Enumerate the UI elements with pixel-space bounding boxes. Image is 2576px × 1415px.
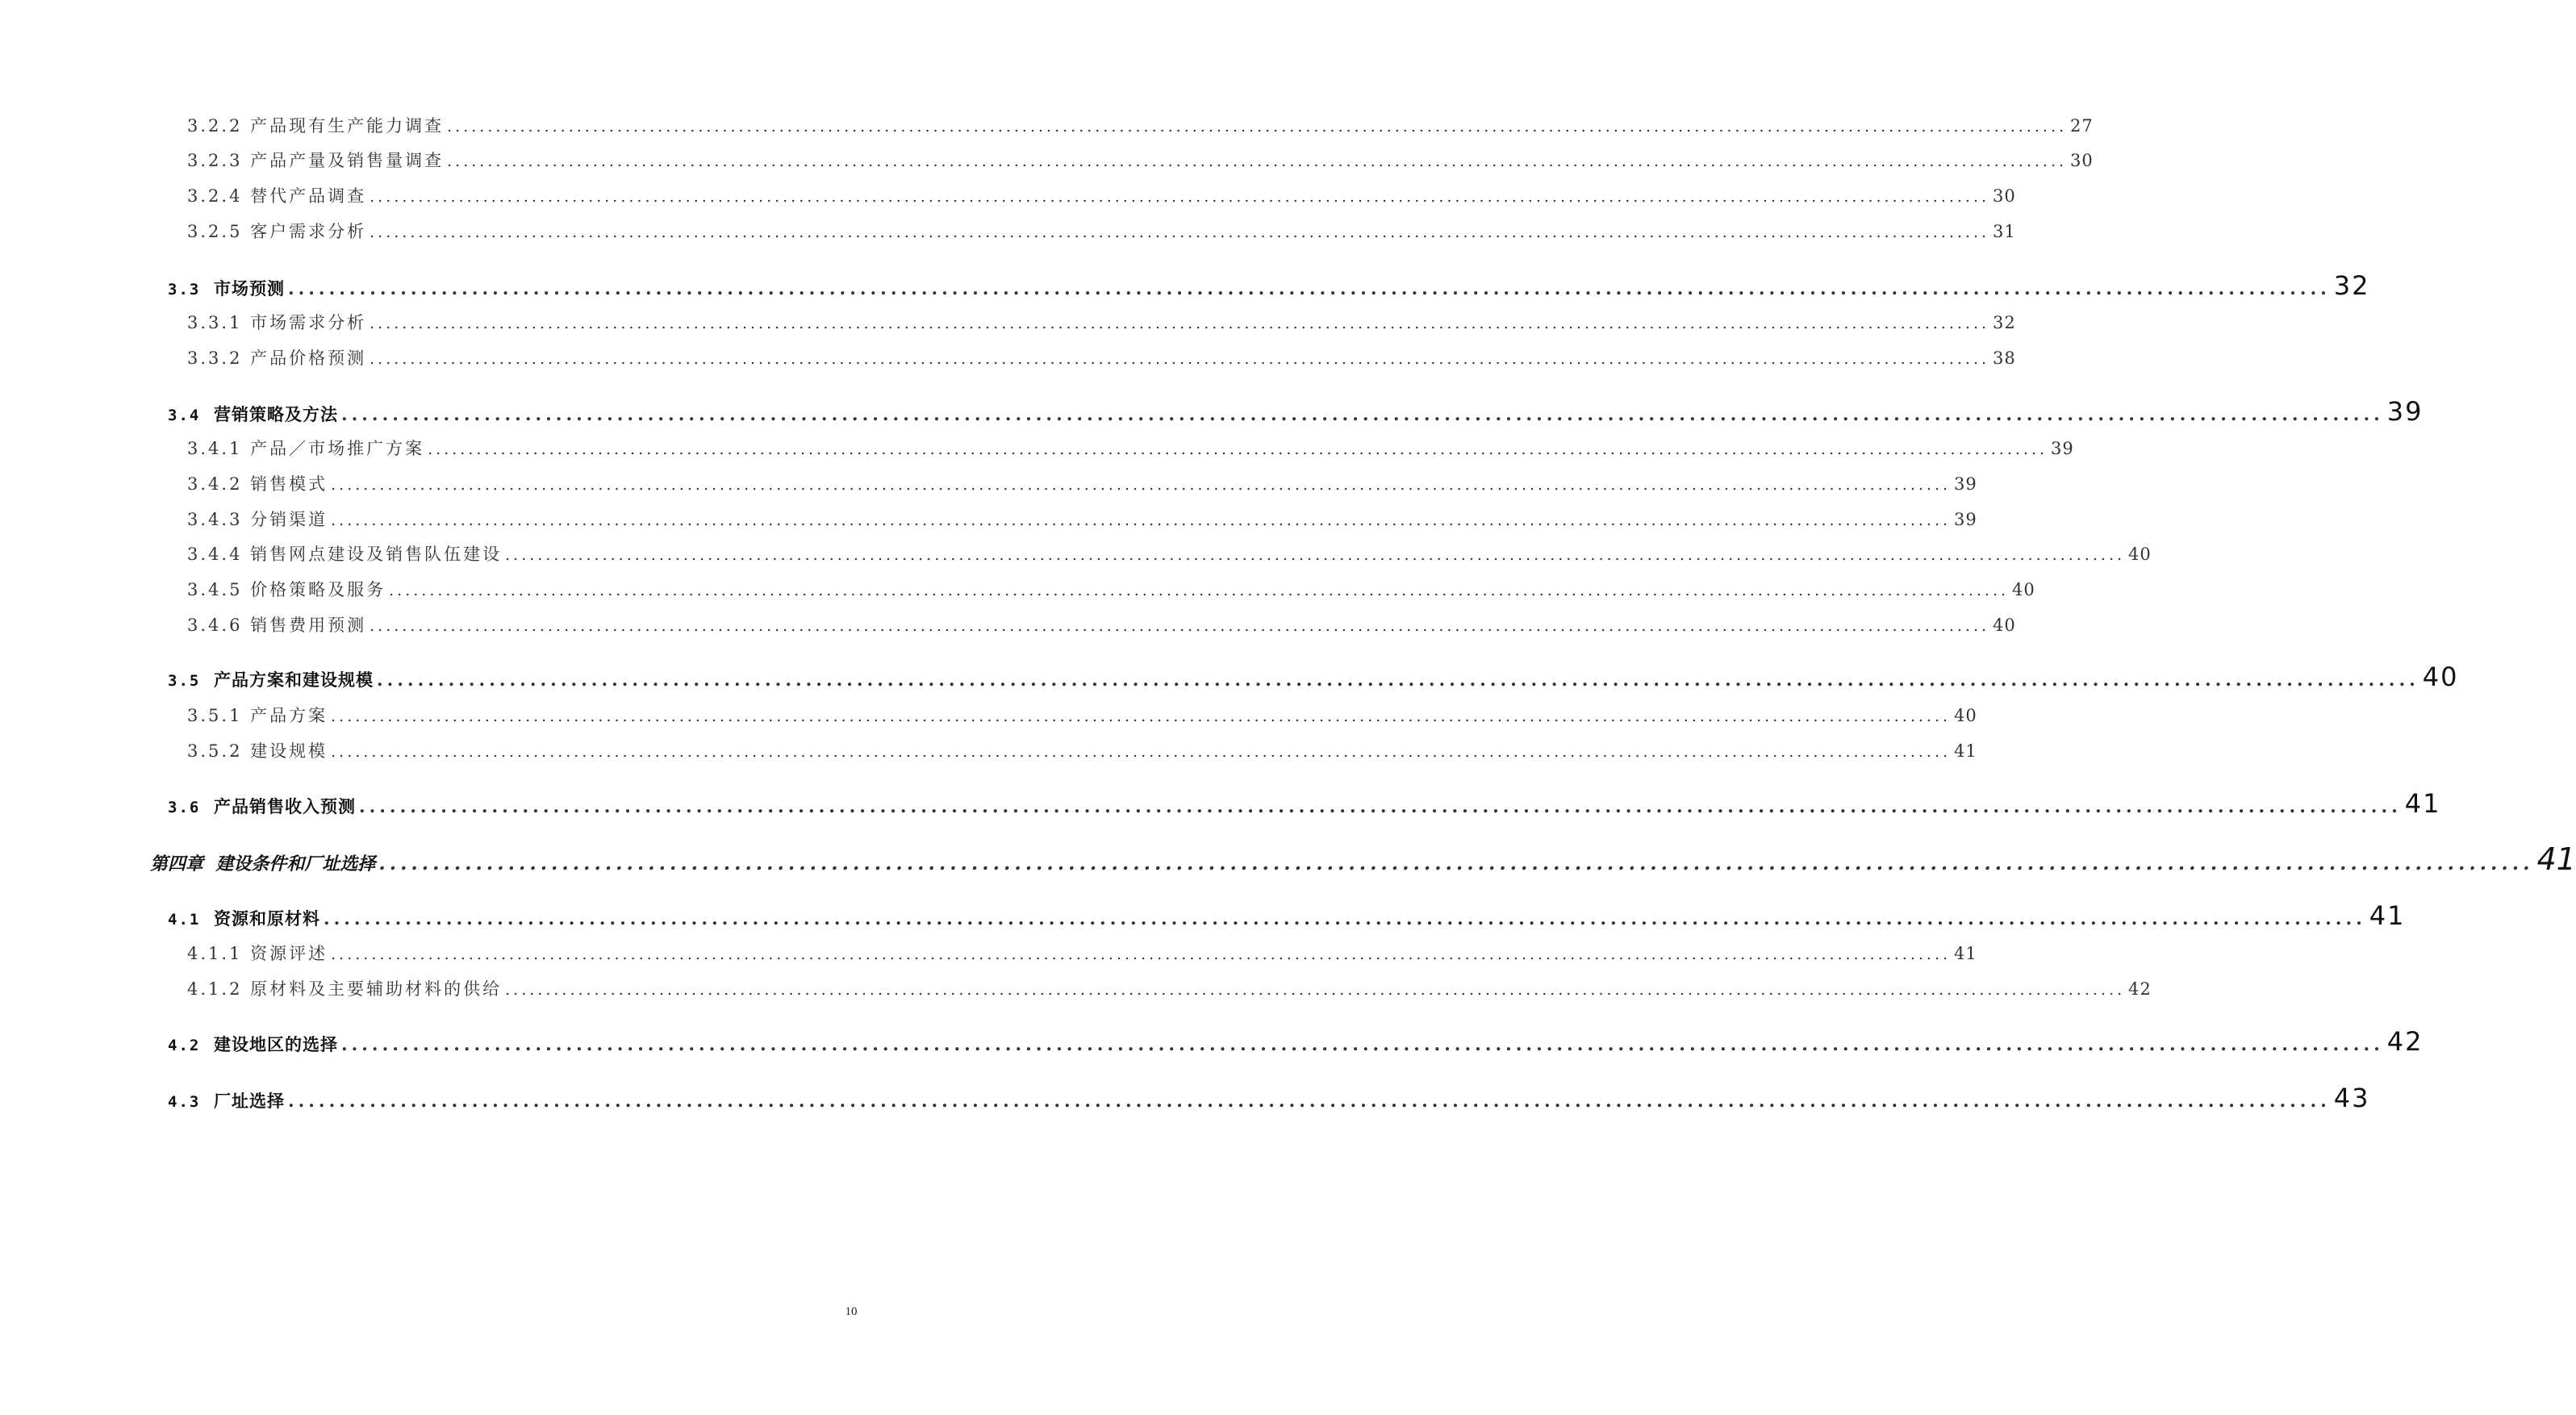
toc-entry-number: 第四章 xyxy=(150,854,204,874)
dot-leader: ........................................................................................................................................................................................................ xyxy=(447,118,2068,136)
toc-entry-level-2[interactable] xyxy=(168,662,2459,694)
toc-entry-spacer xyxy=(200,670,214,690)
toc-entry-number: 3.2.2 xyxy=(187,116,243,136)
toc-entry-spacer xyxy=(242,616,250,635)
toc-entry-number: 3.4.2 xyxy=(187,474,243,494)
toc-entry-page: 32 xyxy=(1993,313,2016,332)
toc-entry-title: 价格策略及服务 xyxy=(250,580,386,599)
toc-entry-number: 3.6 xyxy=(168,799,201,816)
toc-entry-page: 39 xyxy=(1954,510,1977,529)
dot-leader: ........................................................................................................................................................................................................ xyxy=(331,945,1952,963)
toc-entry-page: 39 xyxy=(1954,474,1977,494)
toc-entry-number: 3.2.5 xyxy=(187,222,243,241)
toc-entry-spacer xyxy=(200,1034,214,1054)
toc-entry-number: 4.1.1 xyxy=(187,944,243,963)
toc-entry-spacer xyxy=(200,1091,214,1111)
toc-entry-number: 3.4.1 xyxy=(187,439,243,458)
toc-entry-title: 产品现有生产能力调查 xyxy=(250,116,445,136)
toc-entry-level-2[interactable] xyxy=(168,1026,2424,1058)
toc-entry-level-2[interactable] xyxy=(168,900,2406,933)
dot-leader: ........................................................................................................................................................................................................ xyxy=(331,743,1952,761)
toc-entry-spacer xyxy=(242,313,250,332)
dot-leader: ........................................................................................................................................................................................................ xyxy=(340,1034,2384,1055)
dot-leader: ........................................................................................................................................................................................................ xyxy=(447,152,2068,170)
toc-entry-level-2[interactable] xyxy=(168,1083,2370,1115)
toc-entry-spacer xyxy=(242,116,250,136)
toc-entry-spacer xyxy=(242,151,250,170)
toc-entry-title: 客户需求分析 xyxy=(250,222,367,241)
toc-entry-level-3[interactable] xyxy=(187,507,1977,531)
toc-entry-page: 32 xyxy=(2333,270,2370,301)
toc-entry-page: 41 xyxy=(2536,841,2576,877)
toc-entry-number: 3.4.6 xyxy=(187,616,243,635)
toc-entry-level-3[interactable] xyxy=(187,148,2094,172)
toc-entry-spacer xyxy=(200,404,214,424)
dot-leader: ........................................................................................................................................................................................................ xyxy=(389,582,2010,599)
toc-entry-spacer xyxy=(242,944,250,963)
toc-entry-title: 建设规模 xyxy=(250,741,328,761)
toc-entry-spacer xyxy=(242,349,250,368)
toc-entry-title: 原材料及主要辅助材料的供给 xyxy=(250,979,503,999)
toc-entry-number: 3.4.4 xyxy=(187,545,243,564)
toc-entry-page: 41 xyxy=(2404,788,2441,819)
toc-entry-number: 3.4 xyxy=(168,407,201,424)
toc-entry-number: 3.5.1 xyxy=(187,706,243,725)
toc-entry-spacer xyxy=(242,186,250,206)
toc-entry-title: 建设地区的选择 xyxy=(213,1034,338,1054)
toc-entry-level-3[interactable] xyxy=(187,436,2074,460)
toc-entry-number: 4.2 xyxy=(168,1037,201,1054)
toc-entry-spacer xyxy=(242,439,250,458)
toc-entry-level-3[interactable] xyxy=(187,577,2035,601)
toc-entry-spacer xyxy=(242,222,250,241)
dot-leader: ........................................................................................................................................................................................................ xyxy=(287,1091,2331,1112)
toc-entry-title: 销售费用预测 xyxy=(250,616,367,635)
toc-entry-title: 建设条件和厂址选择 xyxy=(215,854,376,874)
toc-entry-level-3[interactable] xyxy=(187,183,2016,207)
toc-entry-spacer xyxy=(242,979,250,999)
toc-entry-number: 4.1 xyxy=(168,911,201,929)
toc-entry-title: 销售模式 xyxy=(250,474,328,494)
toc-entry-number: 3.3.1 xyxy=(187,313,243,332)
toc-entry-number: 3.5 xyxy=(168,672,201,690)
toc-entry-title: 产品销售收入预测 xyxy=(213,796,356,816)
dot-leader: ........................................................................................................................................................................................................ xyxy=(369,223,1990,241)
dot-leader: ........................................................................................................................................................................................................ xyxy=(369,350,1990,368)
toc-entry-level-3[interactable] xyxy=(187,703,1977,727)
toc-entry-number: 3.4.3 xyxy=(187,510,243,529)
toc-entry-level-3[interactable] xyxy=(187,941,1977,965)
dot-leader: ........................................................................................................................................................................................................ xyxy=(331,708,1952,725)
toc-entry-page: 39 xyxy=(2051,439,2074,458)
toc-entry-level-3[interactable] xyxy=(187,471,1977,495)
dot-leader: ........................................................................................................................................................................................................ xyxy=(369,617,1990,635)
toc-entry-page: 41 xyxy=(1954,741,1977,761)
dot-leader: ........................................................................................................................................................................................................ xyxy=(287,278,2331,299)
toc-entry-page: 38 xyxy=(1993,349,2016,368)
toc-entry-number: 4.3 xyxy=(168,1093,201,1111)
toc-entry-title: 市场需求分析 xyxy=(250,313,367,332)
toc-entry-title: 厂址选择 xyxy=(213,1091,285,1111)
toc-entry-title: 产品价格预测 xyxy=(250,349,367,368)
toc-entry-title: 销售网点建设及销售队伍建设 xyxy=(250,545,503,564)
toc-entry-spacer xyxy=(242,545,250,564)
toc-entry-page: 27 xyxy=(2070,116,2094,136)
toc-entry-number: 3.2.3 xyxy=(187,151,243,170)
toc-entry-level-3[interactable] xyxy=(187,345,2016,369)
dot-leader: ........................................................................................................................................................................................................ xyxy=(505,546,2126,564)
toc-entry-page: 41 xyxy=(2369,900,2406,931)
toc-entry-spacer xyxy=(203,854,215,874)
dot-leader: ........................................................................................................................................................................................................ xyxy=(331,476,1952,494)
toc-entry-number: 3.2.4 xyxy=(187,186,243,206)
toc-entry-page: 30 xyxy=(1993,186,2016,206)
dot-leader: ........................................................................................................................................................................................................ xyxy=(369,188,1990,206)
toc-entry-number: 4.1.2 xyxy=(187,979,243,999)
toc-entry-spacer xyxy=(200,278,214,298)
dot-leader: ........................................................................................................................................................................................................ xyxy=(378,851,2534,874)
toc-entry-page: 41 xyxy=(1954,944,1977,963)
toc-entry-page: 40 xyxy=(2128,545,2152,564)
toc-entry-number: 3.3.2 xyxy=(187,349,243,368)
toc-entry-page: 40 xyxy=(1993,616,2016,635)
toc-entry-page: 30 xyxy=(2070,151,2094,170)
dot-leader: ........................................................................................................................................................................................................ xyxy=(428,440,2048,458)
toc-entry-number: 3.4.5 xyxy=(187,580,243,599)
toc-entry-page: 43 xyxy=(2333,1083,2370,1113)
toc-entry-title: 分销渠道 xyxy=(250,510,328,529)
toc-entry-page: 39 xyxy=(2386,396,2424,427)
toc-entry-title: 产品产量及销售量调查 xyxy=(250,151,445,170)
toc-entry-level-3[interactable] xyxy=(187,541,2152,566)
toc-entry-title: 产品／市场推广方案 xyxy=(250,439,425,458)
toc-entry-page: 42 xyxy=(2386,1026,2424,1057)
toc-entry-spacer xyxy=(242,510,250,529)
dot-leader: ........................................................................................................................................................................................................ xyxy=(505,981,2126,999)
toc-entry-spacer xyxy=(242,474,250,494)
toc-entry-title: 产品方案 xyxy=(250,706,328,725)
toc-entry-level-3[interactable] xyxy=(187,219,2016,243)
toc-entry-page: 40 xyxy=(2012,580,2035,599)
toc-entry-page: 42 xyxy=(2128,979,2152,999)
toc-entry-spacer xyxy=(242,706,250,725)
toc-entry-level-3[interactable] xyxy=(187,612,2016,637)
toc-entry-level-2[interactable] xyxy=(168,788,2441,820)
toc-entry-number: 3.5.2 xyxy=(187,741,243,761)
toc-entry-page: 31 xyxy=(1993,222,2016,241)
dot-leader: ........................................................................................................................................................................................................ xyxy=(369,315,1990,332)
dot-leader: ........................................................................................................................................................................................................ xyxy=(358,796,2402,817)
toc-entry-level-1[interactable] xyxy=(150,841,2576,879)
toc-entry-spacer xyxy=(200,796,214,816)
toc-entry-title: 市场预测 xyxy=(213,278,285,298)
toc-entry-title: 营销策略及方法 xyxy=(213,404,338,424)
toc-entry-spacer xyxy=(242,580,250,599)
dot-leader: ........................................................................................................................................................................................................ xyxy=(323,908,2366,929)
dot-leader: ........................................................................................................................................................................................................ xyxy=(340,404,2384,425)
toc-entry-level-3[interactable] xyxy=(187,310,2016,334)
toc-entry-spacer xyxy=(242,741,250,761)
toc-entry-level-2[interactable] xyxy=(168,396,2424,428)
toc-entry-level-3[interactable] xyxy=(187,976,2152,1000)
toc-entry-number: 3.3 xyxy=(168,281,201,298)
toc-entry-title: 资源评述 xyxy=(250,944,328,963)
toc-entry-page: 40 xyxy=(1954,706,1977,725)
toc-entry-title: 产品方案和建设规模 xyxy=(213,670,374,690)
toc-entry-page: 40 xyxy=(2422,662,2459,692)
toc-entry-level-3[interactable] xyxy=(187,113,2094,137)
toc-entry-level-3[interactable] xyxy=(187,738,1977,762)
toc-entry-title: 替代产品调查 xyxy=(250,186,367,206)
page-number: 10 xyxy=(845,1305,858,1318)
toc-entry-spacer xyxy=(200,908,214,929)
toc-entry-level-2[interactable] xyxy=(168,270,2370,303)
dot-leader: ........................................................................................................................................................................................................ xyxy=(331,511,1952,529)
toc-entry-title: 资源和原材料 xyxy=(213,908,320,929)
dot-leader: ........................................................................................................................................................................................................ xyxy=(376,670,2419,691)
